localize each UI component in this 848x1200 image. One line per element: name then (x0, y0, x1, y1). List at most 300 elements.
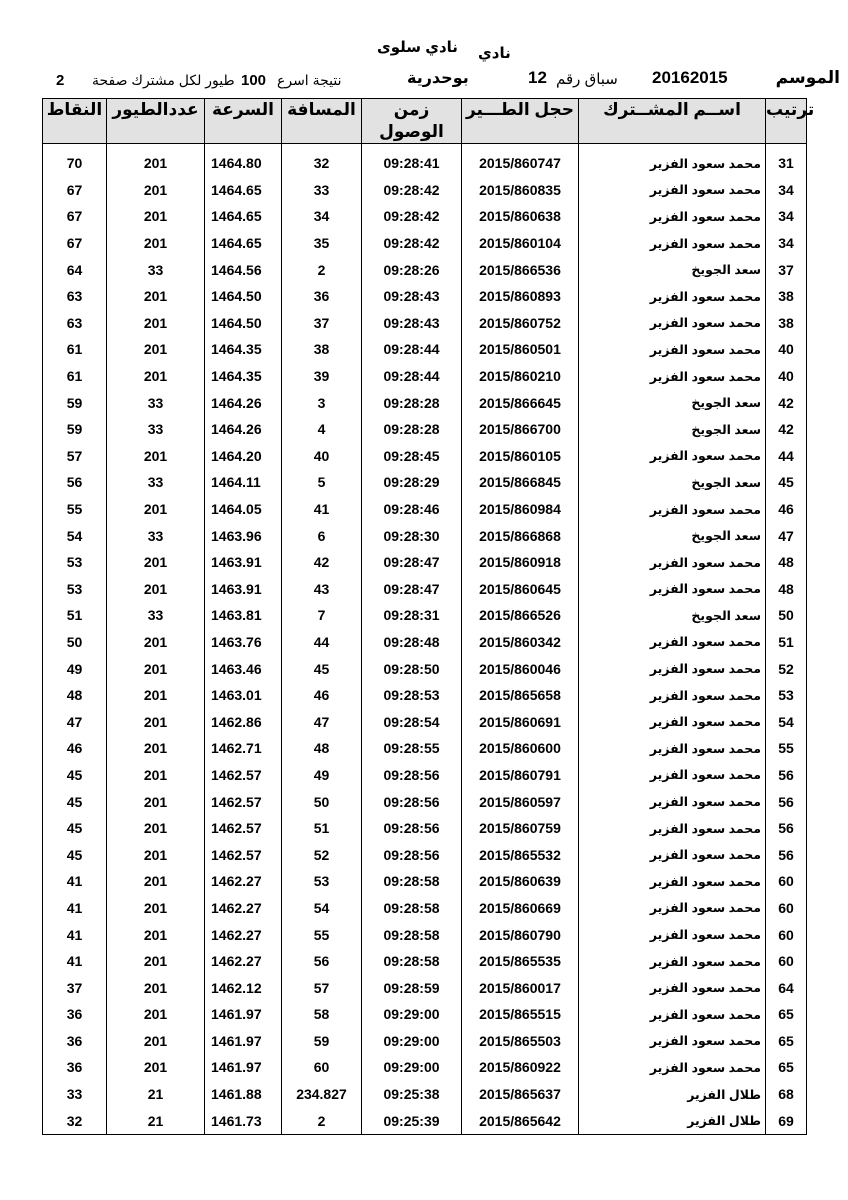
distance-cell: 59 (282, 1028, 362, 1055)
rank-cell: 42 (766, 389, 807, 416)
speed-cell: 1464.35 (205, 336, 282, 363)
ring-cell: 2015/865658 (462, 682, 579, 709)
speed-cell: 1464.65 (205, 230, 282, 257)
participant-cell: سعد الجويخ (579, 389, 766, 416)
points-cell: 67 (43, 203, 107, 230)
arrival-time-cell: 09:28:53 (362, 682, 462, 709)
rank-cell: 46 (766, 496, 807, 523)
participant-cell: محمد سعود الفزير (579, 150, 766, 177)
birds-cell: 201 (107, 310, 205, 337)
table-row (43, 974, 807, 1001)
birds-cell: 201 (107, 443, 205, 470)
birds-cell: 201 (107, 150, 205, 177)
points-cell: 45 (43, 788, 107, 815)
rank-cell: 65 (766, 1028, 807, 1055)
ring-cell: 2015/865503 (462, 1028, 579, 1055)
table-row (43, 496, 807, 523)
distance-cell: 55 (282, 921, 362, 948)
birds-cell: 201 (107, 336, 205, 363)
participant-cell: محمد سعود الفزير (579, 203, 766, 230)
points-cell: 63 (43, 283, 107, 310)
rank-cell: 68 (766, 1081, 807, 1108)
ring-cell: 2015/865535 (462, 948, 579, 975)
points-cell: 57 (43, 443, 107, 470)
rank-cell: 34 (766, 177, 807, 204)
distance-cell: 51 (282, 815, 362, 842)
ring-cell: 2015/860835 (462, 177, 579, 204)
rank-cell: 53 (766, 682, 807, 709)
points-cell: 70 (43, 150, 107, 177)
arrival-time-cell: 09:28:46 (362, 496, 462, 523)
distance-cell: 38 (282, 336, 362, 363)
participant-cell: محمد سعود الفزير (579, 735, 766, 762)
birds-cell: 201 (107, 496, 205, 523)
points-cell: 45 (43, 762, 107, 789)
distance-cell: 43 (282, 576, 362, 603)
ring-cell: 2015/860638 (462, 203, 579, 230)
birds-cell: 33 (107, 522, 205, 549)
table-row (43, 522, 807, 549)
rank-cell: 40 (766, 363, 807, 390)
speed-cell: 1463.91 (205, 576, 282, 603)
speed-cell: 1461.97 (205, 1054, 282, 1081)
points-cell: 54 (43, 522, 107, 549)
arrival-time-cell: 09:28:42 (362, 177, 462, 204)
points-cell: 61 (43, 363, 107, 390)
arrival-time-cell: 09:28:28 (362, 389, 462, 416)
season-label: الموسم (775, 68, 840, 87)
table-row (43, 549, 807, 576)
ring-cell: 2015/860639 (462, 868, 579, 895)
points-cell: 45 (43, 841, 107, 868)
speed-cell: 1464.65 (205, 203, 282, 230)
distance-cell: 49 (282, 762, 362, 789)
speed-cell: 1463.01 (205, 682, 282, 709)
distance-cell: 52 (282, 841, 362, 868)
table-row (43, 203, 807, 230)
birds-cell: 201 (107, 868, 205, 895)
table-row (43, 256, 807, 283)
birds-cell: 201 (107, 549, 205, 576)
participant-cell: سعد الجويخ (579, 469, 766, 496)
rank-cell: 34 (766, 203, 807, 230)
arrival-time-cell: 09:28:55 (362, 735, 462, 762)
table-row (43, 1028, 807, 1055)
table-row (43, 708, 807, 735)
arrival-time-cell: 09:25:38 (362, 1081, 462, 1108)
speed-cell: 1463.91 (205, 549, 282, 576)
participant-cell: سعد الجويخ (579, 522, 766, 549)
speed-cell: 1462.27 (205, 868, 282, 895)
rank-cell: 60 (766, 921, 807, 948)
ring-cell: 2015/860922 (462, 1054, 579, 1081)
birds-cell: 201 (107, 762, 205, 789)
birds-cell: 201 (107, 682, 205, 709)
participant-cell: محمد سعود الفزير (579, 230, 766, 257)
speed-cell: 1462.27 (205, 948, 282, 975)
table-row (43, 177, 807, 204)
rank-cell: 47 (766, 522, 807, 549)
arrival-time-cell: 09:28:58 (362, 868, 462, 895)
rank-cell: 48 (766, 549, 807, 576)
points-cell: 49 (43, 655, 107, 682)
table-row (43, 788, 807, 815)
birds-cell: 201 (107, 576, 205, 603)
rank-cell: 69 (766, 1107, 807, 1134)
page-number: 2 (56, 72, 65, 89)
distance-cell: 35 (282, 230, 362, 257)
arrival-time-cell: 09:28:58 (362, 921, 462, 948)
points-cell: 55 (43, 496, 107, 523)
arrival-time-cell: 09:28:56 (362, 762, 462, 789)
distance-cell: 2 (282, 1107, 362, 1134)
distance-cell: 34 (282, 203, 362, 230)
distance-cell: 33 (282, 177, 362, 204)
arrival-time-cell: 09:28:26 (362, 256, 462, 283)
speed-cell: 1463.81 (205, 602, 282, 629)
col-distance-header: المسافة (282, 99, 362, 144)
distance-cell: 4 (282, 416, 362, 443)
ring-cell: 2015/860501 (462, 336, 579, 363)
results-table (42, 98, 815, 1135)
arrival-time-cell: 09:28:44 (362, 363, 462, 390)
ring-cell: 2015/860669 (462, 895, 579, 922)
ring-cell: 2015/860759 (462, 815, 579, 842)
participant-cell: محمد سعود الفزير (579, 1001, 766, 1028)
speed-cell: 1462.27 (205, 895, 282, 922)
ring-cell: 2015/860747 (462, 150, 579, 177)
ring-cell: 2015/860046 (462, 655, 579, 682)
rank-cell: 65 (766, 1054, 807, 1081)
points-cell: 61 (43, 336, 107, 363)
distance-cell: 46 (282, 682, 362, 709)
birds-cell: 201 (107, 203, 205, 230)
participant-cell: محمد سعود الفزير (579, 629, 766, 656)
participant-cell: طلال الفزير (579, 1107, 766, 1134)
participant-cell: محمد سعود الفزير (579, 815, 766, 842)
participant-cell: محمد سعود الفزير (579, 283, 766, 310)
birds-cell: 201 (107, 708, 205, 735)
speed-cell: 1462.57 (205, 762, 282, 789)
fastest-count: 100 (241, 72, 267, 89)
participant-cell: محمد سعود الفزير (579, 443, 766, 470)
ring-cell: 2015/865532 (462, 841, 579, 868)
distance-cell: 57 (282, 974, 362, 1001)
participant-cell: سعد الجويخ (579, 416, 766, 443)
rank-cell: 55 (766, 735, 807, 762)
rank-cell: 56 (766, 762, 807, 789)
ring-cell: 2015/860342 (462, 629, 579, 656)
table-row (43, 283, 807, 310)
table-body (43, 144, 807, 1135)
speed-cell: 1462.86 (205, 708, 282, 735)
arrival-time-cell: 09:29:00 (362, 1028, 462, 1055)
points-cell: 41 (43, 948, 107, 975)
ring-cell: 2015/860210 (462, 363, 579, 390)
points-cell: 53 (43, 549, 107, 576)
table-row (43, 150, 807, 177)
results-table-container (42, 98, 815, 1135)
table-row (43, 948, 807, 975)
arrival-time-cell: 09:28:47 (362, 549, 462, 576)
speed-cell: 1461.97 (205, 1001, 282, 1028)
per-participant-label: طيور لكل مشترك صفحة (92, 72, 235, 88)
speed-cell: 1462.57 (205, 841, 282, 868)
arrival-time-cell: 09:28:56 (362, 815, 462, 842)
points-cell: 37 (43, 974, 107, 1001)
birds-cell: 33 (107, 469, 205, 496)
points-cell: 32 (43, 1107, 107, 1134)
ring-cell: 2015/860790 (462, 921, 579, 948)
birds-cell: 201 (107, 363, 205, 390)
arrival-time-cell: 09:28:48 (362, 629, 462, 656)
participant-cell: محمد سعود الفزير (579, 708, 766, 735)
birds-cell: 201 (107, 948, 205, 975)
distance-cell: 6 (282, 522, 362, 549)
arrival-time-cell: 09:29:00 (362, 1001, 462, 1028)
season-value: 20162015 (652, 68, 728, 87)
ring-cell: 2015/860104 (462, 230, 579, 257)
speed-cell: 1463.96 (205, 522, 282, 549)
table-row (43, 1107, 807, 1134)
col-participant-header: اســم المشــترك (579, 99, 766, 144)
speed-cell: 1464.05 (205, 496, 282, 523)
table-row (43, 310, 807, 337)
birds-cell: 21 (107, 1081, 205, 1108)
ring-cell: 2015/860597 (462, 788, 579, 815)
points-cell: 67 (43, 230, 107, 257)
participant-cell: محمد سعود الفزير (579, 496, 766, 523)
distance-cell: 54 (282, 895, 362, 922)
rank-cell: 31 (766, 150, 807, 177)
speed-cell: 1462.71 (205, 735, 282, 762)
ring-cell: 2015/866526 (462, 602, 579, 629)
table-row (43, 841, 807, 868)
arrival-time-cell: 09:28:42 (362, 203, 462, 230)
arrival-time-cell: 09:28:50 (362, 655, 462, 682)
rank-cell: 60 (766, 868, 807, 895)
birds-cell: 33 (107, 416, 205, 443)
arrival-time-cell: 09:28:47 (362, 576, 462, 603)
arrival-time-cell: 09:28:54 (362, 708, 462, 735)
participant-cell: طلال الفزير (579, 1081, 766, 1108)
ring-cell: 2015/860752 (462, 310, 579, 337)
speed-cell: 1461.73 (205, 1107, 282, 1134)
table-row (43, 1054, 807, 1081)
distance-cell: 44 (282, 629, 362, 656)
speed-cell: 1461.88 (205, 1081, 282, 1108)
speed-cell: 1464.26 (205, 389, 282, 416)
table-row (43, 895, 807, 922)
rank-cell: 56 (766, 788, 807, 815)
arrival-time-cell: 09:28:43 (362, 283, 462, 310)
arrival-time-cell: 09:28:59 (362, 974, 462, 1001)
participant-cell: محمد سعود الفزير (579, 974, 766, 1001)
table-row (43, 469, 807, 496)
points-cell: 56 (43, 469, 107, 496)
birds-cell: 201 (107, 1028, 205, 1055)
distance-cell: 58 (282, 1001, 362, 1028)
birds-cell: 201 (107, 283, 205, 310)
points-cell: 51 (43, 602, 107, 629)
rank-cell: 56 (766, 841, 807, 868)
points-cell: 45 (43, 815, 107, 842)
col-ring-header: حجل الطـــير (462, 99, 579, 144)
arrival-time-cell: 09:28:41 (362, 150, 462, 177)
birds-cell: 33 (107, 256, 205, 283)
distance-cell: 50 (282, 788, 362, 815)
speed-cell: 1463.76 (205, 629, 282, 656)
table-row (43, 629, 807, 656)
ring-cell: 2015/865642 (462, 1107, 579, 1134)
arrival-time-cell: 09:28:56 (362, 788, 462, 815)
speed-cell: 1464.35 (205, 363, 282, 390)
points-cell: 36 (43, 1028, 107, 1055)
table-row (43, 815, 807, 842)
distance-cell: 36 (282, 283, 362, 310)
col-points-header: النقاط (43, 99, 107, 144)
rank-cell: 48 (766, 576, 807, 603)
participant-cell: محمد سعود الفزير (579, 1028, 766, 1055)
points-cell: 67 (43, 177, 107, 204)
arrival-time-cell: 09:28:29 (362, 469, 462, 496)
ring-cell: 2015/860105 (462, 443, 579, 470)
birds-cell: 201 (107, 788, 205, 815)
arrival-time-cell: 09:28:30 (362, 522, 462, 549)
col-birds-header: عددالطيور (107, 99, 205, 144)
birds-cell: 201 (107, 974, 205, 1001)
distance-cell: 3 (282, 389, 362, 416)
ring-cell: 2015/860017 (462, 974, 579, 1001)
arrival-time-cell: 09:28:42 (362, 230, 462, 257)
participant-cell: محمد سعود الفزير (579, 895, 766, 922)
arrival-time-cell: 09:29:00 (362, 1054, 462, 1081)
ring-cell: 2015/860791 (462, 762, 579, 789)
distance-cell: 45 (282, 655, 362, 682)
ring-cell: 2015/860691 (462, 708, 579, 735)
points-cell: 59 (43, 416, 107, 443)
points-cell: 64 (43, 256, 107, 283)
table-row (43, 230, 807, 257)
rank-cell: 64 (766, 974, 807, 1001)
birds-cell: 201 (107, 735, 205, 762)
distance-cell: 42 (282, 549, 362, 576)
distance-cell: 53 (282, 868, 362, 895)
result-label: نتيجة اسرع (277, 72, 342, 88)
birds-cell: 201 (107, 629, 205, 656)
distance-cell: 60 (282, 1054, 362, 1081)
speed-cell: 1464.11 (205, 469, 282, 496)
speed-cell: 1463.46 (205, 655, 282, 682)
participant-cell: محمد سعود الفزير (579, 363, 766, 390)
distance-cell: 48 (282, 735, 362, 762)
speed-cell: 1462.57 (205, 815, 282, 842)
table-row (43, 336, 807, 363)
rank-cell: 52 (766, 655, 807, 682)
points-cell: 41 (43, 868, 107, 895)
arrival-time-cell: 09:28:44 (362, 336, 462, 363)
rank-cell: 60 (766, 948, 807, 975)
speed-cell: 1462.27 (205, 921, 282, 948)
arrival-time-cell: 09:28:58 (362, 948, 462, 975)
distance-cell: 40 (282, 443, 362, 470)
rank-cell: 51 (766, 629, 807, 656)
table-row (43, 868, 807, 895)
ring-cell: 2015/860984 (462, 496, 579, 523)
participant-cell: محمد سعود الفزير (579, 682, 766, 709)
points-cell: 47 (43, 708, 107, 735)
birds-cell: 33 (107, 602, 205, 629)
distance-cell: 234.827 (282, 1081, 362, 1108)
birds-cell: 201 (107, 1001, 205, 1028)
speed-cell: 1464.65 (205, 177, 282, 204)
speed-cell: 1462.57 (205, 788, 282, 815)
table-row (43, 363, 807, 390)
race-label: سباق رقم (556, 71, 618, 88)
points-cell: 48 (43, 682, 107, 709)
arrival-time-cell: 09:28:58 (362, 895, 462, 922)
rank-cell: 65 (766, 1001, 807, 1028)
points-cell: 33 (43, 1081, 107, 1108)
rank-cell: 60 (766, 895, 807, 922)
participant-cell: محمد سعود الفزير (579, 576, 766, 603)
table-row (43, 602, 807, 629)
col-rank-header: ترتيب (766, 99, 807, 144)
ring-cell: 2015/866700 (462, 416, 579, 443)
arrival-time-cell: 09:28:56 (362, 841, 462, 868)
rank-cell: 38 (766, 310, 807, 337)
rank-cell: 34 (766, 230, 807, 257)
speed-cell: 1461.97 (205, 1028, 282, 1055)
table-row (43, 576, 807, 603)
distance-cell: 39 (282, 363, 362, 390)
participant-cell: محمد سعود الفزير (579, 310, 766, 337)
rank-cell: 45 (766, 469, 807, 496)
table-row (43, 443, 807, 470)
distance-cell: 37 (282, 310, 362, 337)
arrival-time-cell: 09:25:39 (362, 1107, 462, 1134)
speed-cell: 1464.50 (205, 283, 282, 310)
distance-cell: 2 (282, 256, 362, 283)
speed-cell: 1464.50 (205, 310, 282, 337)
points-cell: 41 (43, 921, 107, 948)
table-row (43, 389, 807, 416)
points-cell: 50 (43, 629, 107, 656)
table-row (43, 416, 807, 443)
distance-cell: 47 (282, 708, 362, 735)
ring-cell: 2015/866845 (462, 469, 579, 496)
col-speed-header: السرعة (205, 99, 282, 144)
rank-cell: 42 (766, 416, 807, 443)
points-cell: 36 (43, 1054, 107, 1081)
participant-cell: محمد سعود الفزير (579, 655, 766, 682)
birds-cell: 201 (107, 655, 205, 682)
points-cell: 59 (43, 389, 107, 416)
points-cell: 41 (43, 895, 107, 922)
race-number: 12 (528, 68, 547, 87)
rank-cell: 37 (766, 256, 807, 283)
distance-cell: 32 (282, 150, 362, 177)
table-row (43, 682, 807, 709)
participant-cell: محمد سعود الفزير (579, 868, 766, 895)
rank-cell: 50 (766, 602, 807, 629)
birds-cell: 201 (107, 921, 205, 948)
table-row (43, 1081, 807, 1108)
club-name: نادي سلوى (377, 39, 458, 56)
participant-cell: محمد سعود الفزير (579, 948, 766, 975)
ring-cell: 2015/865637 (462, 1081, 579, 1108)
rank-cell: 56 (766, 815, 807, 842)
